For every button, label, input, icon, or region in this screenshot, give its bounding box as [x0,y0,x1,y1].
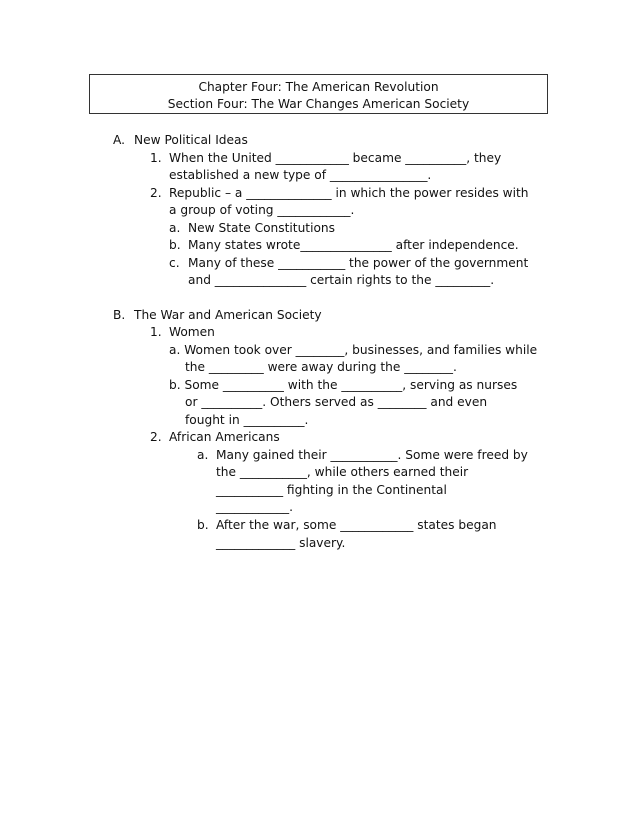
chapter-title: Chapter Four: The American Revolution [198,80,439,94]
b-item1-sub-b-line1: b. Some __________ with the __________, serving as nurses [169,378,518,392]
b-item2-sub-b-marker: b. [197,518,209,532]
a-item2-sub-b-text: Many states wrote_______________ after independence. [188,238,519,252]
a-item2-sub-b-marker: b. [169,238,181,252]
a-item1-line2: established a new type of ________________. [169,168,432,182]
b-item1-title: Women [169,325,215,339]
b-item2-sub-a-marker: a. [197,448,209,462]
b-item1-sub-a-line2: the _________ were away during the ________. [185,360,457,374]
a-item2-sub-c-marker: c. [169,256,180,270]
b-item2-sub-b-line1: After the war, some ____________ states began [216,518,497,532]
a-item1-marker: 1. [150,151,162,165]
section-title: Section Four: The War Changes American Society [167,97,470,111]
b-item2-sub-a-line3: ___________ fighting in the Continental [216,483,447,497]
a-item1-line1: When the United ____________ became __________, they [169,151,502,165]
a-item2-marker: 2. [150,186,162,200]
b-item1-sub-b-line2: or __________. Others served as ________ and even [185,395,488,409]
section-a-title: New Political Ideas [134,133,248,147]
a-item2-sub-c-line2: and _______________ certain rights to the _________. [188,273,495,287]
b-item2-title: African Americans [169,430,280,444]
a-item2-sub-c-line1: Many of these ___________ the power of the government [188,256,529,270]
b-item1-marker: 1. [150,325,162,339]
a-item2-line1: Republic – a ______________ in which the power resides with [169,186,529,200]
section-b-marker: B. [113,308,126,322]
a-item2-line2: a group of voting ____________. [169,203,355,217]
b-item2-sub-a-line4: ____________. [216,500,293,514]
b-item2-sub-b-line2: _____________ slavery. [216,536,346,550]
b-item2-sub-a-line2: the ___________, while others earned their [216,465,469,479]
a-item2-sub-a-text: New State Constitutions [188,221,335,235]
b-item2-marker: 2. [150,430,162,444]
section-b-title: The War and American Society [134,308,322,322]
section-a-marker: A. [113,133,125,147]
b-item1-sub-b-line3: fought in __________. [185,413,309,427]
b-item2-sub-a-line1: Many gained their ___________. Some were freed by [216,448,528,462]
title-box [89,74,548,114]
b-item1-sub-a-line1: a. Women took over ________, businesses, and families while [169,343,538,357]
a-item2-sub-a-marker: a. [169,221,181,235]
